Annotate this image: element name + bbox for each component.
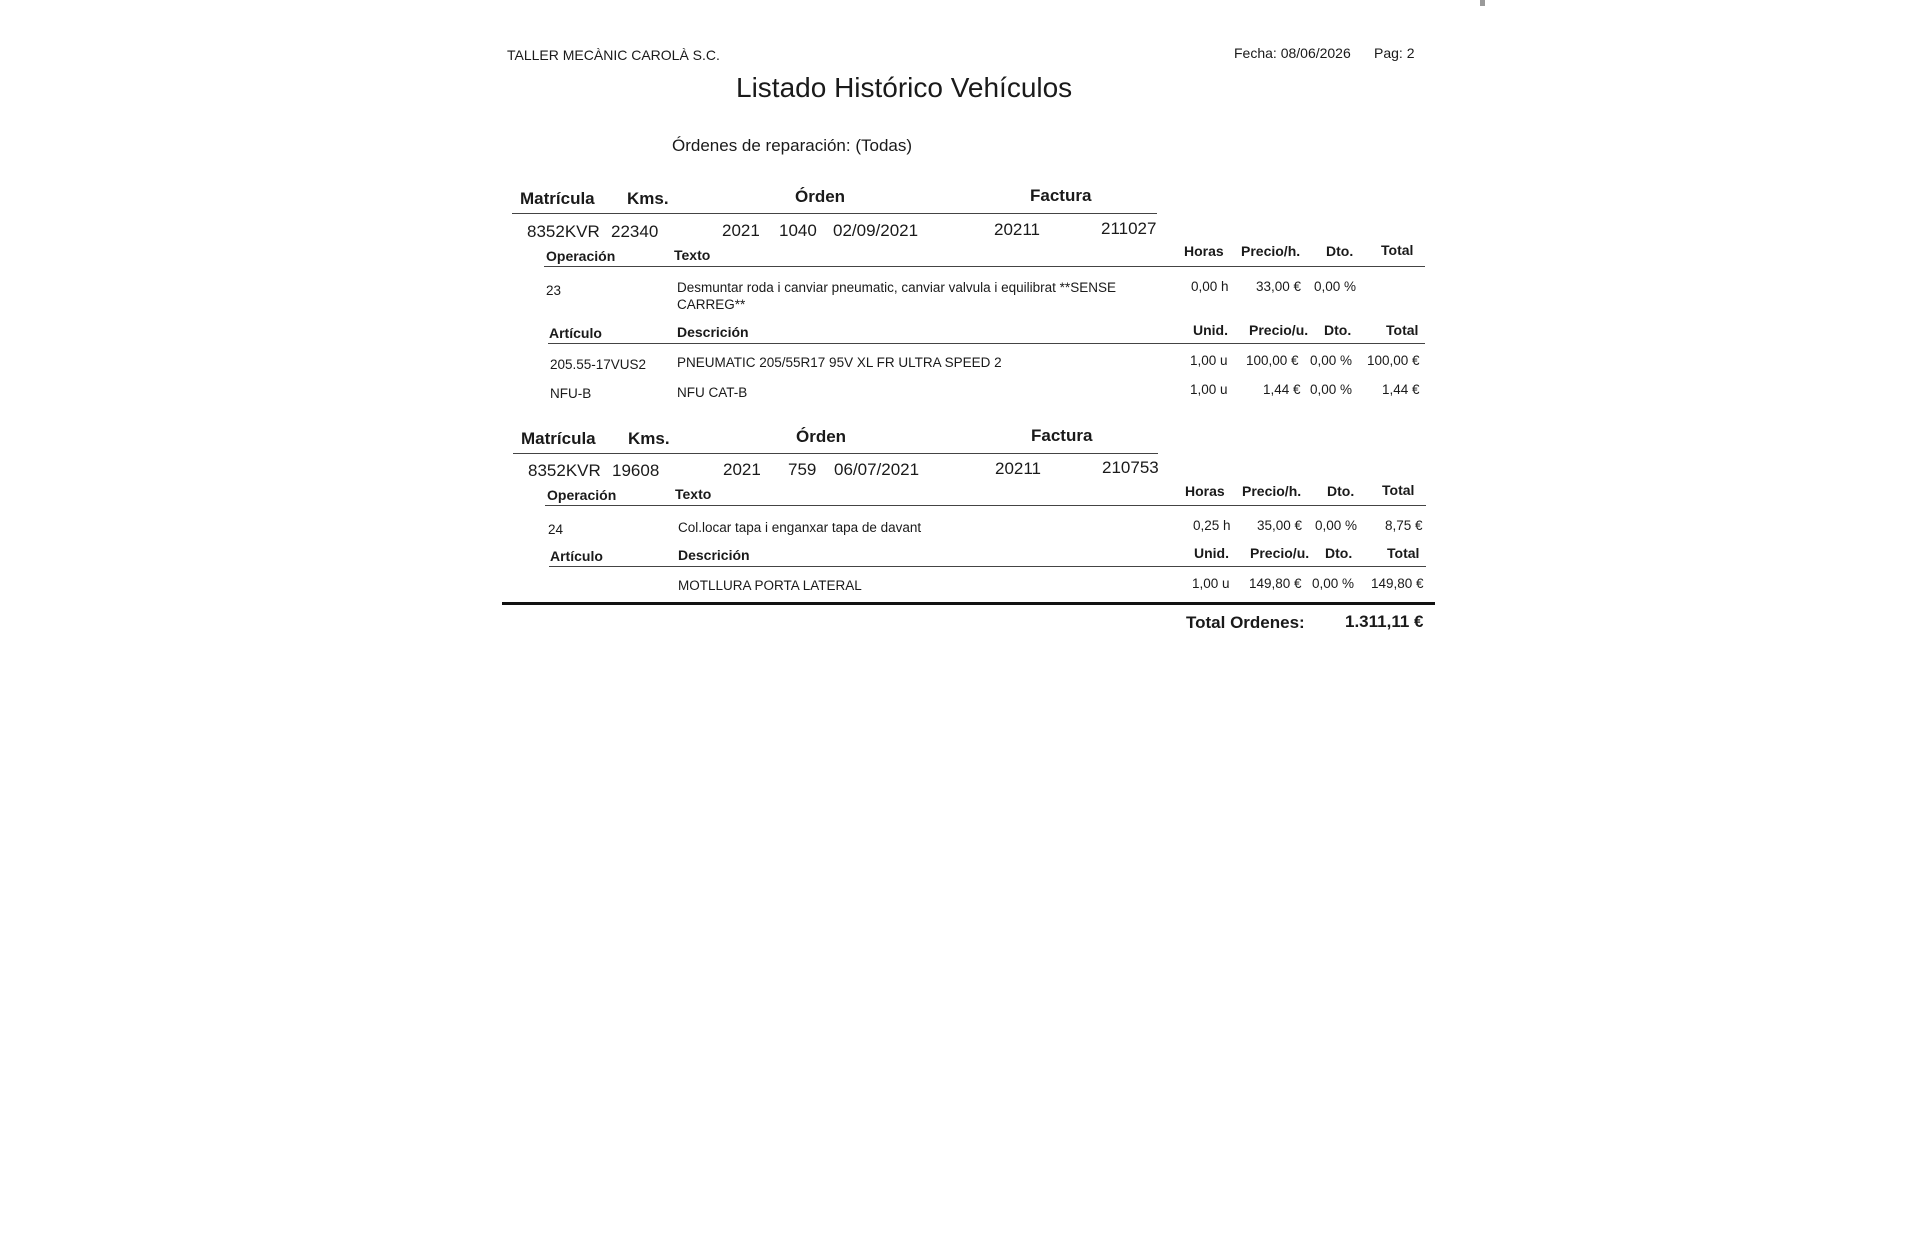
col-orden: Órden [795, 187, 846, 206]
article-total: 1,44 € [1382, 382, 1420, 397]
article-code: NFU-B [550, 386, 592, 401]
article-price-unit: 149,80 € [1249, 576, 1302, 591]
operation-hours: 0,00 h [1191, 279, 1229, 294]
page-number: Pag: 2 [1374, 45, 1415, 61]
divider [544, 266, 1425, 267]
order-date: 06/07/2021 [834, 460, 920, 479]
col-dto: Dto. [1326, 243, 1354, 259]
divider [545, 505, 1426, 506]
col-operacion: Operación [547, 487, 617, 503]
col-operacion: Operación [546, 248, 616, 264]
invoice-series: 20211 [995, 459, 1042, 478]
col-total: Total [1382, 482, 1415, 498]
col-unid: Unid. [1193, 322, 1228, 338]
operation-code: 24 [548, 522, 564, 537]
col-kms: Kms. [628, 429, 670, 448]
divider [548, 343, 1425, 344]
col-articulo: Artículo [549, 325, 602, 341]
col-total: Total [1387, 545, 1420, 561]
col-factura: Factura [1031, 426, 1093, 445]
operation-total: 8,75 € [1385, 518, 1423, 533]
article-price-unit: 100,00 € [1246, 353, 1299, 368]
col-factura: Factura [1030, 186, 1092, 205]
order-kms: 19608 [612, 461, 660, 480]
company-name: TALLER MECÀNIC CAROLÀ S.C. [507, 47, 720, 63]
col-kms: Kms. [627, 189, 669, 208]
col-dto: Dto. [1324, 322, 1352, 338]
total-orders-value: 1.311,11 € [1345, 612, 1424, 631]
article-description: NFU CAT-B [677, 385, 748, 400]
article-discount: 0,00 % [1312, 576, 1355, 591]
order-number: 1040 [779, 221, 817, 240]
total-divider [502, 602, 1435, 605]
col-unid: Unid. [1194, 545, 1229, 561]
operation-discount: 0,00 % [1315, 518, 1358, 533]
article-code: 205.55-17VUS2 [550, 357, 647, 372]
article-units: 1,00 u [1190, 353, 1228, 368]
article-total: 100,00 € [1367, 353, 1420, 368]
operation-text-continued: CARREG** [677, 297, 746, 312]
article-total: 149,80 € [1371, 576, 1424, 591]
invoice-series: 20211 [994, 220, 1041, 239]
operation-code: 23 [546, 283, 562, 298]
report-date: Fecha: 08/06/2026 [1234, 45, 1351, 61]
article-price-unit: 1,44 € [1263, 382, 1301, 397]
order-year: 2021 [722, 221, 760, 240]
report-filter: Órdenes de reparación: (Todas) [672, 136, 913, 155]
order-number: 759 [788, 460, 817, 479]
col-texto: Texto [675, 486, 712, 502]
article-description: MOTLLURA PORTA LATERAL [678, 578, 862, 593]
page-title: Listado Histórico Vehículos [736, 72, 1073, 103]
col-texto: Texto [674, 247, 711, 263]
operation-hours: 0,25 h [1193, 518, 1231, 533]
total-orders-label: Total Ordenes: [1186, 613, 1305, 632]
order-matricula: 8352KVR [527, 222, 600, 241]
col-matricula: Matrícula [521, 429, 596, 448]
scan-edge-mark [1480, 0, 1485, 6]
col-descripcion: Descrición [677, 324, 749, 340]
col-precio-h: Precio/h. [1242, 483, 1302, 499]
col-precio-u: Precio/u. [1250, 545, 1310, 561]
col-dto: Dto. [1325, 545, 1353, 561]
operation-price-hour: 35,00 € [1257, 518, 1303, 533]
col-total: Total [1381, 242, 1414, 258]
article-description: PNEUMATIC 205/55R17 95V XL FR ULTRA SPEED 2 [677, 355, 1002, 370]
article-units: 1,00 u [1190, 382, 1228, 397]
col-horas: Horas [1185, 483, 1225, 499]
operation-text: Desmuntar roda i canviar pneumatic, canviar valvula i equilibrat **SENSE [677, 280, 1116, 295]
divider [549, 566, 1426, 567]
col-articulo: Artículo [550, 548, 603, 564]
article-discount: 0,00 % [1310, 382, 1353, 397]
operation-price-hour: 33,00 € [1256, 279, 1302, 294]
invoice-number: 211027 [1101, 219, 1157, 238]
col-dto: Dto. [1327, 483, 1355, 499]
divider [512, 213, 1157, 214]
col-descripcion: Descrición [678, 547, 750, 563]
col-precio-u: Precio/u. [1249, 322, 1309, 338]
col-precio-h: Precio/h. [1241, 243, 1301, 259]
order-date: 02/09/2021 [833, 221, 919, 240]
col-matricula: Matrícula [520, 189, 595, 208]
col-total: Total [1386, 322, 1419, 338]
order-kms: 22340 [611, 222, 659, 241]
operation-discount: 0,00 % [1314, 279, 1357, 294]
invoice-number: 210753 [1102, 458, 1159, 477]
article-discount: 0,00 % [1310, 353, 1353, 368]
divider [513, 453, 1158, 454]
operation-text: Col.locar tapa i enganxar tapa de davant [678, 520, 922, 535]
article-units: 1,00 u [1192, 576, 1230, 591]
order-matricula: 8352KVR [528, 461, 601, 480]
col-orden: Órden [796, 427, 847, 446]
order-year: 2021 [723, 460, 761, 479]
col-horas: Horas [1184, 243, 1224, 259]
